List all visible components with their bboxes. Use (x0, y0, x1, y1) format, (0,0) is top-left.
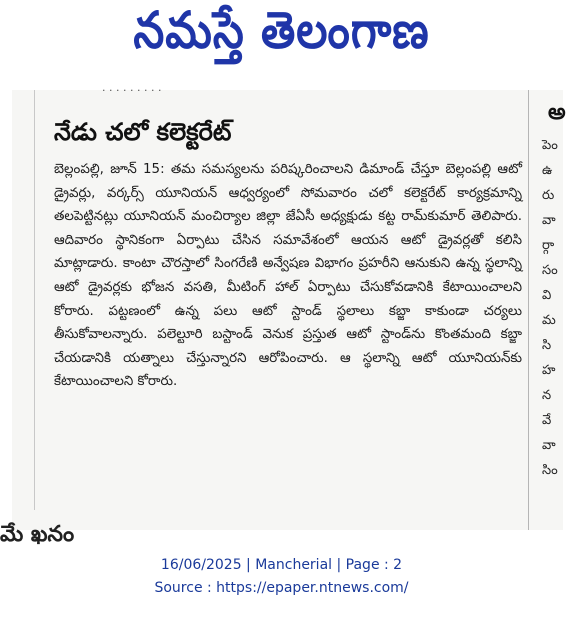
source-link[interactable]: Source : https://epaper.ntnews.com/ (154, 580, 409, 596)
column-divider-right (528, 90, 529, 530)
article-body: బెల్లంపల్లి, జూన్ 15: తమ సమస్యలను పరిష్కరించాలని డిమాండ్ చేస్తూ బెల్లంపల్లి ఆటో డ్రైవర్లు, వర్కర్స్ యూనియన్ ఆధ్వర్యంలో సోమవారం చలో కలెక్టరేట్ కార్యక్రమాన్ని తలపెట్టినట్లు యూనియన్ మంచిర్యాల జిల్లా జేఏసీ అధ్యక్షుడు కట్ట రామ్‌కుమార్ తెలిపారు. ఆదివారం స్థానికంగా ఏర్పాటు చేసిన సమావేశంలో ఆయన ఆటో డ్రైవర్లతో కలిసి మాట్లాడారు. కాంటా చౌరస్తాలో సింగరేణి అన్వేషణ విభాగం ప్రహరీని ఆనుకుని ఉన్న స్థలాన్ని ఆటో డ్రైవర్లకు భోజన వసతి, మీటింగ్ హాల్ ఏర్పాటు చేసుకోవడానికి కేటాయించాలని కోరారు. పట్టణంలో ఉన్న పలు ఆటో స్టాండ్ స్థలాలు కబ్జా కాకుండా చర్యలు తీసుకోవాలన్నారు. పలెల్టూరి బస్టాండ్ వెనుక ప్రస్తుత ఆటో స్టాండ్‌ను కొంతమంది కబ్జా చేయడానికి యత్నాలు చేస్తున్నారని ఆరోపించారు. ఆ స్థలాన్ని ఆటో యూనియన్‌కు కేటాయించాలని కోరారు. (54, 162, 522, 390)
adjacent-fragment: న (542, 388, 552, 403)
adjacent-fragment: రు (542, 188, 555, 203)
adjacent-fragment: మ (542, 313, 556, 328)
edition-info: 16/06/2025 | Mancherial | Page : 2 (160, 557, 403, 573)
masthead (0, 0, 563, 78)
adjacent-fragment: హ (542, 363, 556, 378)
adjacent-fragment: వా (542, 438, 556, 453)
next-article-head-fragment: మే ఖనం (0, 522, 75, 547)
adjacent-column (542, 90, 582, 530)
adjacent-fragment: వా (542, 213, 556, 228)
adjacent-fragment: ఉ (542, 163, 553, 178)
adjacent-fragment: సిం (542, 463, 558, 478)
adjacent-fragment: ర్గా (542, 238, 555, 253)
adjacent-fragment: పెం (542, 138, 558, 153)
adjacent-fragment: వే (542, 413, 552, 428)
adjacent-fragment: సి (542, 338, 552, 353)
adjacent-fragment: వి (542, 288, 552, 303)
adjacent-fragment: సం (542, 263, 558, 278)
newspaper-logo: నమస్తే తెలంగాణ (133, 1, 430, 60)
previous-article-fragment: · · · · · · · · · (102, 84, 162, 97)
newspaper-clipping (12, 84, 566, 530)
article-headline: నేడు చలో కలెక్టరేట్ (54, 118, 232, 146)
adjacent-column-head: అ (548, 100, 566, 125)
column-divider-left (34, 90, 35, 510)
